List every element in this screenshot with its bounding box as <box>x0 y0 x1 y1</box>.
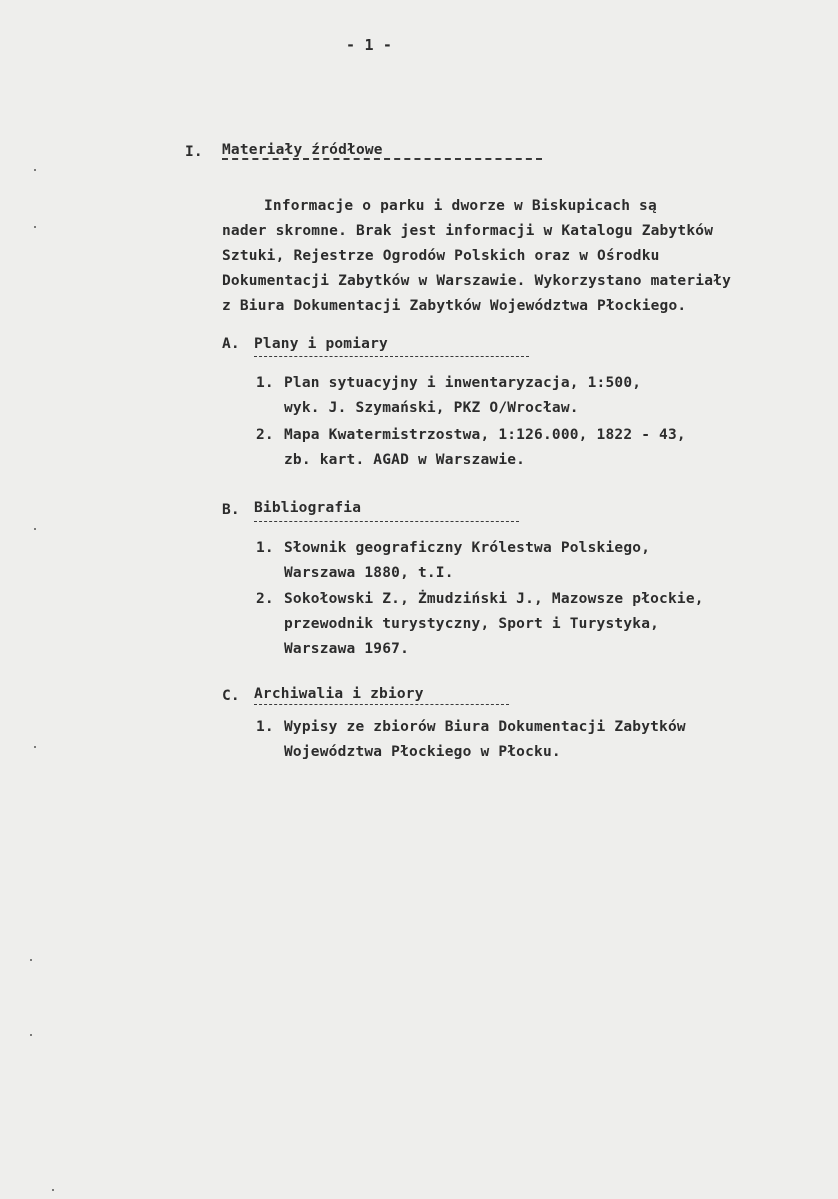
subsection-b-underline <box>254 521 519 522</box>
b-item-1-line-2: Warszawa 1880, t.I. <box>284 565 454 581</box>
section-title-underline <box>222 158 542 160</box>
margin-speck <box>34 169 36 171</box>
margin-speck <box>34 226 36 228</box>
margin-speck <box>30 959 32 961</box>
c-item-1-line-1: Wypisy ze zbiorów Biura Dokumentacji Zabytków <box>284 719 686 735</box>
subsection-b-title: Bibliografia <box>254 500 362 516</box>
section-title: Materiały źródłowe <box>222 142 383 158</box>
page-number: - 1 - <box>346 36 393 54</box>
c-item-1-line-2: Województwa Płockiego w Płocku. <box>284 744 561 760</box>
c-item-1-num: 1. <box>256 719 274 735</box>
intro-line-3: Sztuki, Rejestrze Ogrodów Polskich oraz w Ośrodku <box>222 248 660 264</box>
subsection-c-title: Archiwalia i zbiory <box>254 686 424 702</box>
b-item-1-num: 1. <box>256 540 274 556</box>
subsection-a-letter: A. <box>222 336 240 352</box>
subsection-b-letter: B. <box>222 502 240 518</box>
subsection-c-underline <box>254 704 509 705</box>
b-item-2-num: 2. <box>256 591 274 607</box>
intro-line-4: Dokumentacji Zabytków w Warszawie. Wykorzystano materiały <box>222 273 731 289</box>
subsection-a-underline <box>254 356 529 357</box>
margin-speck <box>34 528 36 530</box>
intro-line-2: nader skromne. Brak jest informacji w Katalogu Zabytków <box>222 223 714 239</box>
section-numeral: I. <box>185 144 203 160</box>
a-item-2-num: 2. <box>256 427 274 443</box>
subsection-c-letter: C. <box>222 688 240 704</box>
subsection-a-title: Plany i pomiary <box>254 336 388 352</box>
a-item-2-line-1: Mapa Kwatermistrzostwa, 1:126.000, 1822 - 43, <box>284 427 686 443</box>
a-item-1-num: 1. <box>256 375 274 391</box>
margin-speck <box>52 1189 54 1191</box>
b-item-2-line-3: Warszawa 1967. <box>284 641 410 657</box>
margin-speck <box>34 746 36 748</box>
a-item-1-line-1: Plan sytuacyjny i inwentaryzacja, 1:500, <box>284 375 642 391</box>
b-item-2-line-2: przewodnik turystyczny, Sport i Turystyka, <box>284 616 660 632</box>
margin-speck <box>30 1034 32 1036</box>
b-item-1-line-1: Słownik geograficzny Królestwa Polskiego, <box>284 540 651 556</box>
intro-line-5: z Biura Dokumentacji Zabytków Województwa Płockiego. <box>222 298 687 314</box>
b-item-2-line-1: Sokołowski Z., Żmudziński J., Mazowsze płockie, <box>284 591 704 607</box>
intro-line-1: Informacje o parku i dworze w Biskupicach są <box>264 198 657 214</box>
a-item-1-line-2: wyk. J. Szymański, PKZ O/Wrocław. <box>284 400 579 416</box>
a-item-2-line-2: zb. kart. AGAD w Warszawie. <box>284 452 526 468</box>
